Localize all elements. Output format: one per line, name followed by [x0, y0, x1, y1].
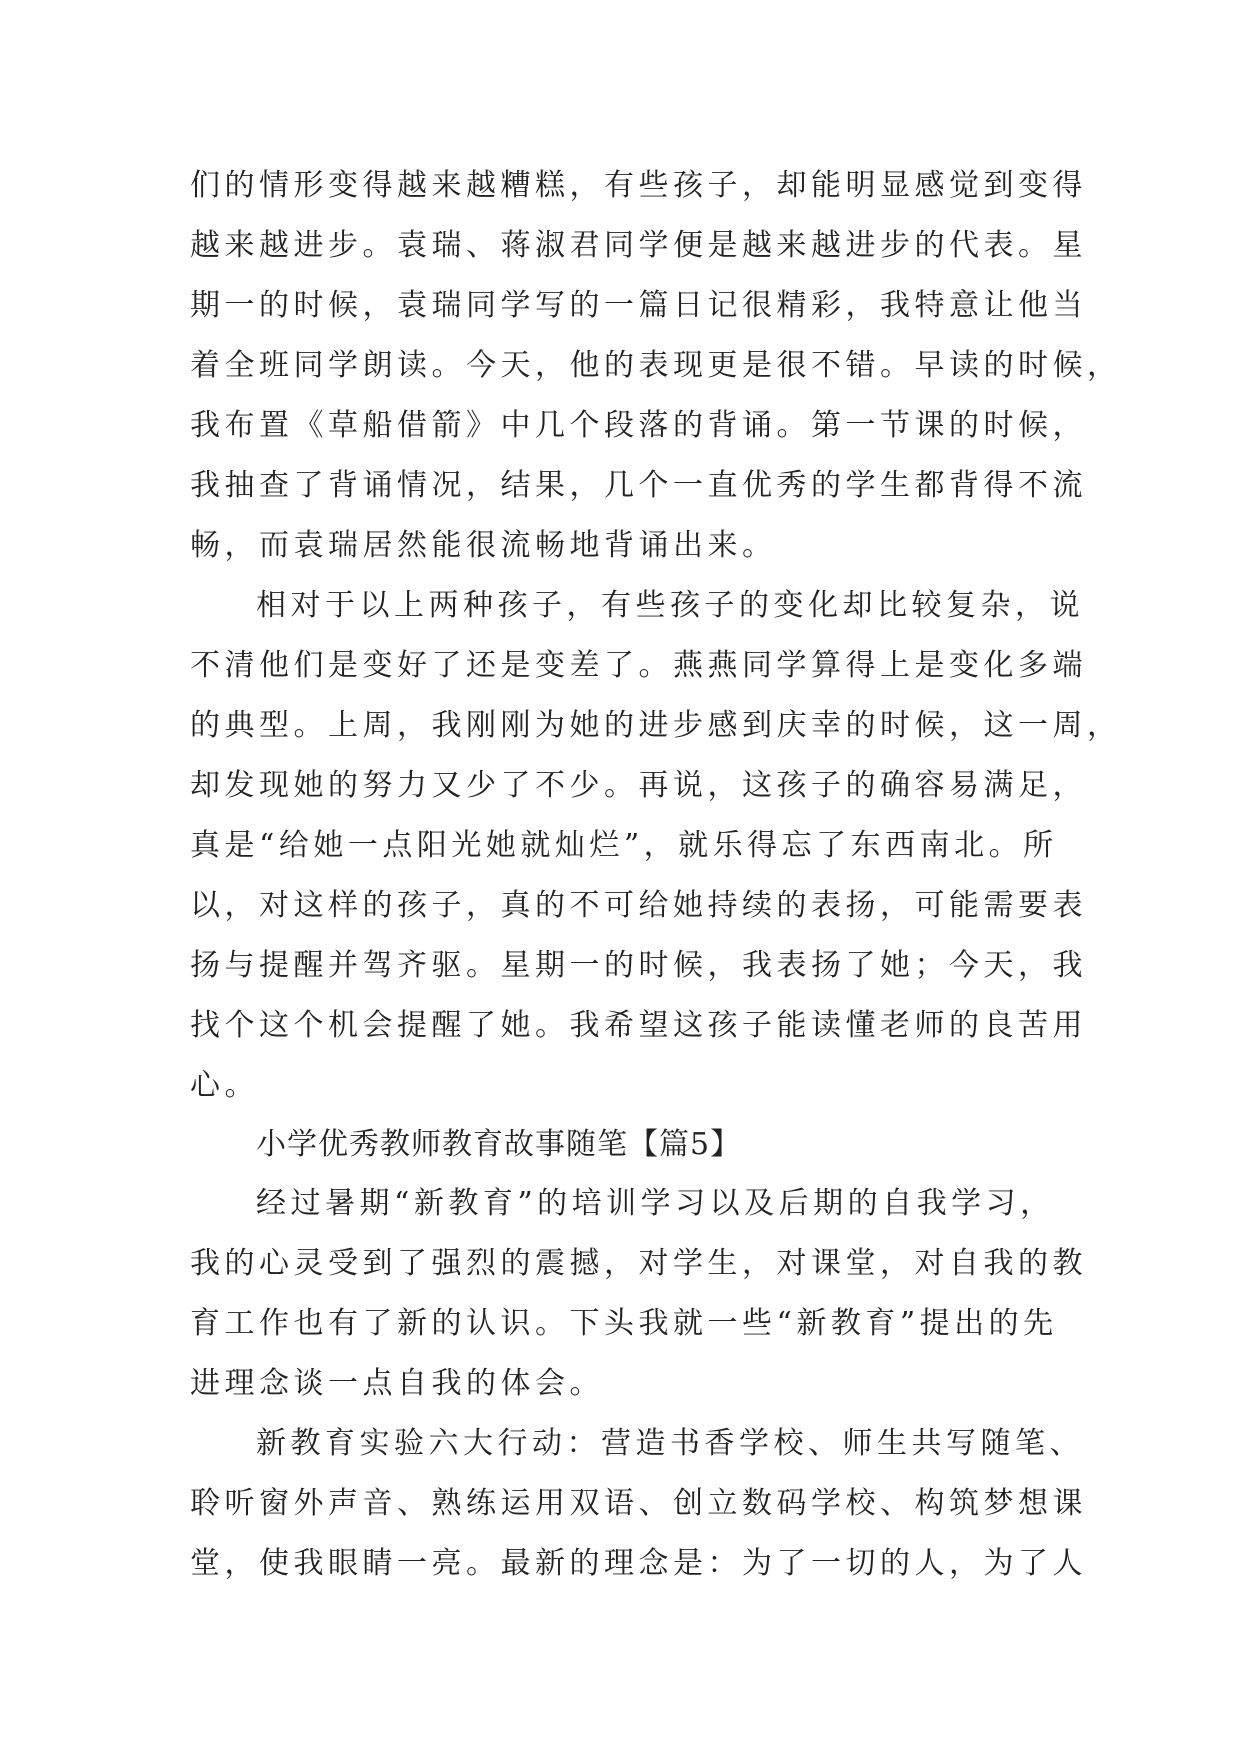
text-line: 期一的时候，袁瑞同学写的一篇日记很精彩，我特意让他当 [190, 288, 1087, 323]
text-line: 我抽查了背诵情况，结果，几个一直优秀的学生都背得不流 [190, 468, 1087, 503]
text-line: 新教育实验六大行动：营造书香学校、师生共写随笔、 [256, 1426, 1084, 1461]
text-line: 畅，而袁瑞居然能很流畅地背诵出来。 [190, 528, 777, 563]
text-line: 扬与提醒并驾齐驱。星期一的时候，我表扬了她；今天，我 [190, 948, 1087, 983]
text-line: 育工作也有了新的认识。下头我就一些“新教育”提出的先 [190, 1306, 1058, 1341]
section-title: 小学优秀教师教育故事随笔【篇5】 [256, 1127, 742, 1162]
text-line: 着全班同学朗读。今天，他的表现更是很不错。早读的时候， [190, 348, 1122, 383]
text-line: 心。 [190, 1068, 259, 1103]
paragraph [190, 576, 1122, 1116]
text-line: 们的情形变得越来越糟糕，有些孩子，却能明显感觉到变得 [190, 168, 1087, 203]
text-line: 却发现她的努力又少了不少。再说，这孩子的确容易满足， [190, 768, 1087, 803]
text-line: 相对于以上两种孩子，有些孩子的变化却比较复杂，说 [256, 588, 1084, 623]
text-line: 找个这个机会提醒了她。我希望这孩子能读懂老师的良苦用 [190, 1008, 1087, 1043]
text-line: 不清他们是变好了还是变差了。燕燕同学算得上是变化多端 [190, 648, 1087, 683]
text-line: 进理念谈一点自我的体会。 [190, 1366, 604, 1401]
text-line: 以，对这样的孩子，真的不可给她持续的表扬，可能需要表 [190, 888, 1087, 923]
text-line: 真是“给她一点阳光她就灿烂”，就乐得忘了东西南北。所 [190, 828, 1058, 863]
text-line: 我的心灵受到了强烈的震撼，对学生，对课堂，对自我的教 [190, 1246, 1087, 1281]
document-body [190, 156, 1122, 1594]
paragraph [190, 1414, 1087, 1594]
text-line: 越来越进步。袁瑞、蒋淑君同学便是越来越进步的代表。星 [190, 228, 1087, 263]
paragraph [190, 1174, 1087, 1414]
text-line: 的典型。上周，我刚刚为她的进步感到庆幸的时候，这一周， [190, 708, 1122, 743]
paragraph [190, 156, 1122, 576]
text-line: 堂，使我眼睛一亮。最新的理念是：为了一切的人，为了人 [190, 1546, 1087, 1581]
text-line: 聆听窗外声音、熟练运用双语、创立数码学校、构筑梦想课 [190, 1486, 1087, 1521]
text-line: 经过暑期“新教育”的培训学习以及后期的自我学习， [256, 1186, 1055, 1221]
text-line: 我布置《草船借箭》中几个段落的背诵。第一节课的时候， [190, 408, 1087, 443]
